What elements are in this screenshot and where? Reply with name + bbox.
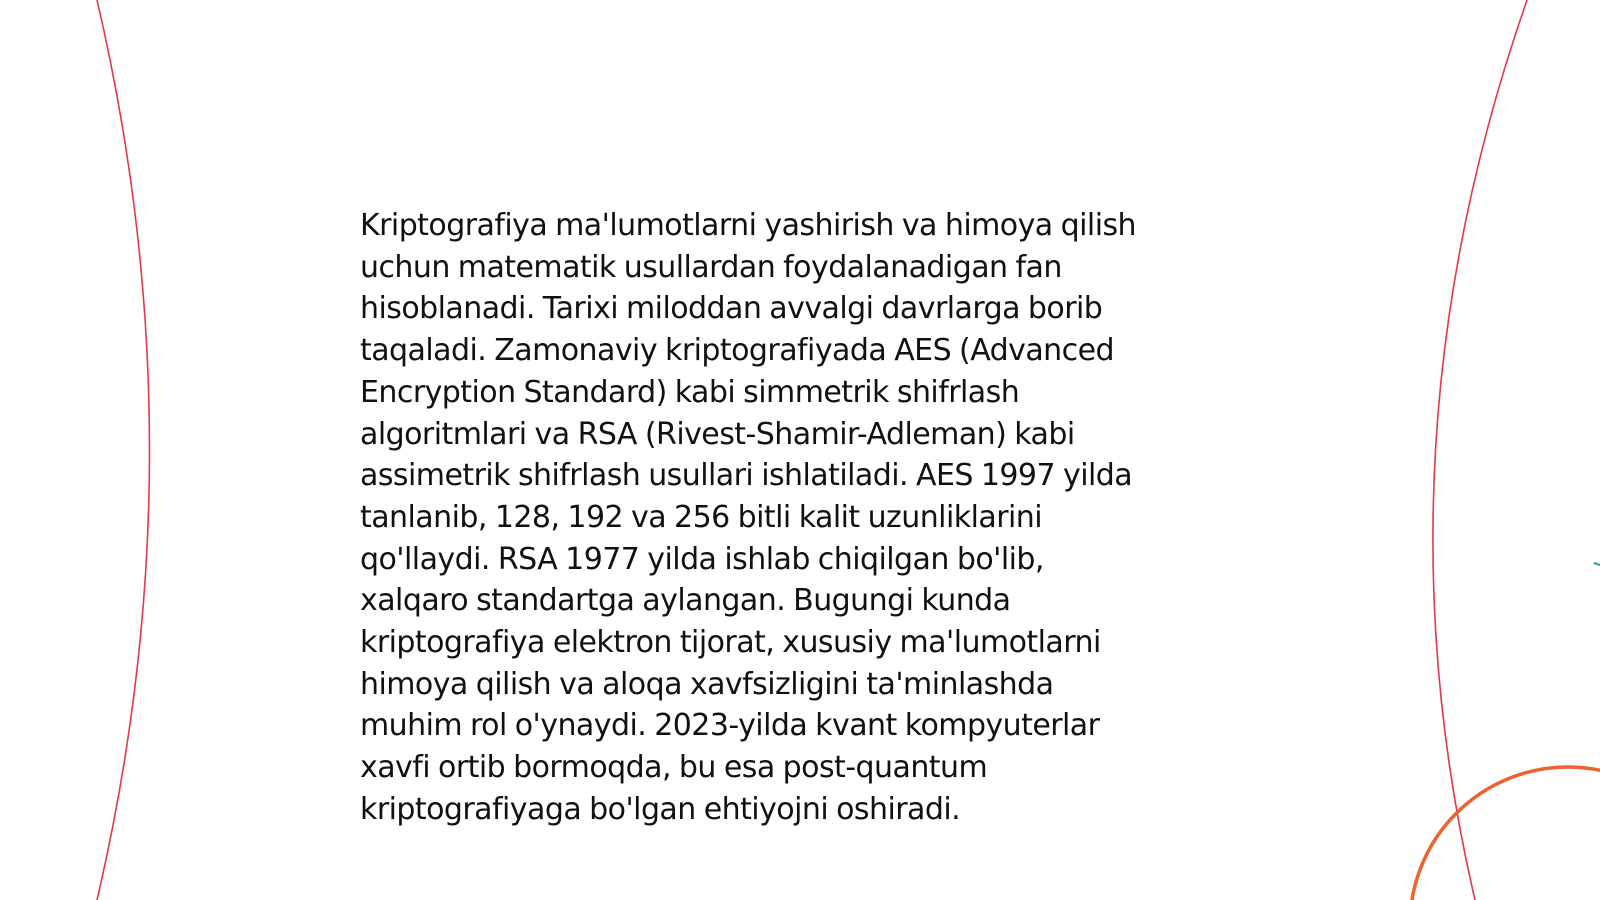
body-line: kriptografiya elektron tijorat, xususiy ma'lumotlarni — [360, 625, 1101, 661]
body-line: hisoblanadi. Tarixi miloddan avvalgi davrlarga borib — [360, 291, 1103, 327]
orange-circle-decoration — [1410, 767, 1600, 900]
right-curve-line — [1433, 0, 1527, 900]
body-line: qo'llaydi. RSA 1977 yilda ishlab chiqilgan bo'lib, — [360, 541, 1044, 577]
left-curve-line — [97, 0, 150, 900]
body-line: xavfi ortib bormoqda, bu esa post-quantum — [360, 750, 988, 786]
body-line: muhim rol o'ynaydi. 2023-yilda kvant kompyuterlar — [360, 708, 1100, 744]
body-line: kriptografiyaga bo'lgan ehtiyojni oshiradi. — [360, 791, 961, 827]
teal-accent-mark — [1594, 563, 1600, 565]
body-line: tanlanib, 128, 192 va 256 bitli kalit uzunliklarini — [360, 499, 1043, 535]
body-line: assimetrik shifrlash usullari ishlatiladi. AES 1997 yilda — [360, 458, 1133, 494]
body-line: uchun matematik usullardan foydalanadigan fan — [360, 249, 1062, 285]
slide-body-text — [360, 205, 1240, 831]
body-line: taqaladi. Zamonaviy kriptografiyada AES (Advanced — [360, 333, 1114, 369]
body-line: Encryption Standard) kabi simmetrik shifrlash — [360, 374, 1020, 410]
body-line: algoritmlari va RSA (Rivest-Shamir-Adleman) kabi — [360, 416, 1075, 452]
body-line: Kriptografiya ma'lumotlarni yashirish va himoya qilish — [360, 208, 1137, 243]
body-line: himoya qilish va aloqa xavfsizligini ta'minlashda — [360, 666, 1054, 702]
body-line: xalqaro standartga aylangan. Bugungi kunda — [360, 583, 1011, 619]
